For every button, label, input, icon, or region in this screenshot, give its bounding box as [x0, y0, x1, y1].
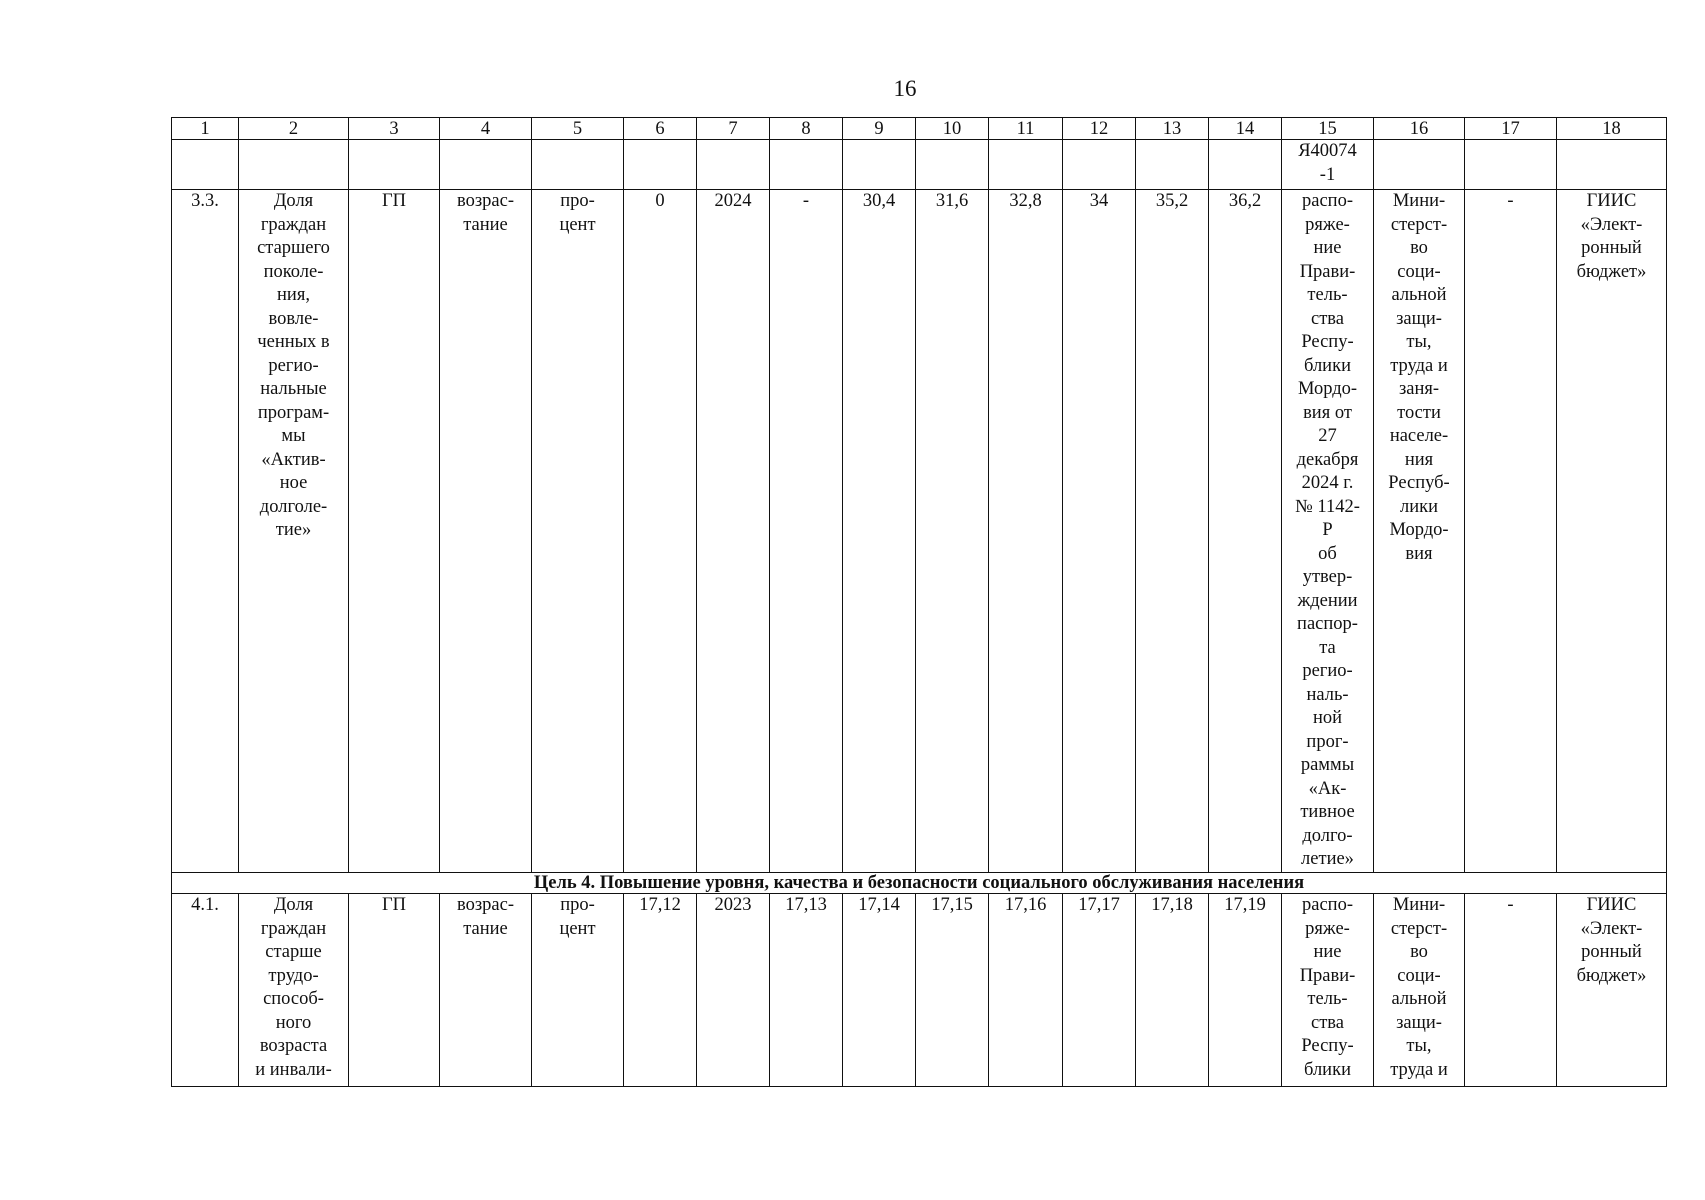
legal-document-cell: распо- ряже- ние Прави- тель- ства Респу- блики Мордо- вия от 27 декабря 2024 г. № 1142- Р об утвер- ждении паспор- та регио- наль- ной прог- раммы «Ак- тивное долго- летие» — [1282, 190, 1374, 873]
document-code-cell: Я40074 -1 — [1282, 140, 1374, 190]
column-number-cell: 10 — [916, 118, 989, 140]
page-number: 16 — [893, 76, 917, 101]
value-cell: 34 — [1063, 190, 1136, 873]
indicators-table — [171, 117, 1667, 1087]
info-system-cell: ГИИС «Элект- ронный бюджет» — [1557, 894, 1667, 1087]
trend-cell: возрас- тание — [440, 190, 532, 873]
base-year-cell: 2024 — [697, 190, 770, 873]
table-cell — [532, 140, 624, 190]
table-cell — [1374, 140, 1465, 190]
value-cell: 17,14 — [843, 894, 916, 1087]
value-cell: 17,15 — [916, 894, 989, 1087]
table-row-3-3 — [172, 190, 1667, 873]
table-cell — [916, 140, 989, 190]
table-row-4-1 — [172, 894, 1667, 1087]
column-number-cell: 7 — [697, 118, 770, 140]
table-cell — [1557, 140, 1667, 190]
column-number-cell: 15 — [1282, 118, 1374, 140]
value-cell: 36,2 — [1209, 190, 1282, 873]
value-cell: 32,8 — [989, 190, 1063, 873]
indicator-level-cell: ГП — [349, 894, 440, 1087]
column-number-cell: 4 — [440, 118, 532, 140]
legal-document-cell: распо- ряже- ние Прави- тель- ства Респу- блики — [1282, 894, 1374, 1087]
column-number-cell: 5 — [532, 118, 624, 140]
goal-4-heading: Цель 4. Повышение уровня, качества и безопасности социального обслуживания населения — [172, 873, 1667, 894]
column-number-cell: 11 — [989, 118, 1063, 140]
value-cell: 17,18 — [1136, 894, 1209, 1087]
responsible-body-cell: Мини- стерст- во соци- альной защи- ты, труда и — [1374, 894, 1465, 1087]
unit-cell: про- цент — [532, 190, 624, 873]
value-cell: - — [770, 190, 843, 873]
column-number-cell: 13 — [1136, 118, 1209, 140]
indicator-level-cell: ГП — [349, 190, 440, 873]
table-cell — [440, 140, 532, 190]
table-cell — [239, 140, 349, 190]
column-number-cell: 2 — [239, 118, 349, 140]
table-cell — [989, 140, 1063, 190]
column-number-cell: 6 — [624, 118, 697, 140]
indicator-name-cell: Доля граждан старше трудо- способ- ного возраста и инвали- — [239, 894, 349, 1087]
responsible-body-cell: Мини- стерст- во соци- альной защи- ты, труда и заня- тости населе- ния Респуб- лики Мордо- вия — [1374, 190, 1465, 873]
base-value-cell: 0 — [624, 190, 697, 873]
trend-cell: возрас- тание — [440, 894, 532, 1087]
continuation-row — [172, 140, 1667, 190]
value-cell: 30,4 — [843, 190, 916, 873]
table-cell — [172, 140, 239, 190]
row-number-cell: 4.1. — [172, 894, 239, 1087]
goal-4-row — [172, 873, 1667, 894]
linked-indicator-cell: - — [1465, 894, 1557, 1087]
table-cell — [1136, 140, 1209, 190]
column-number-cell: 8 — [770, 118, 843, 140]
table-cell — [624, 140, 697, 190]
column-number-cell: 14 — [1209, 118, 1282, 140]
base-value-cell: 17,12 — [624, 894, 697, 1087]
value-cell: 17,19 — [1209, 894, 1282, 1087]
table-cell — [1465, 140, 1557, 190]
linked-indicator-cell: - — [1465, 190, 1557, 873]
value-cell: 31,6 — [916, 190, 989, 873]
info-system-cell: ГИИС «Элект- ронный бюджет» — [1557, 190, 1667, 873]
table-cell — [349, 140, 440, 190]
row-number-cell: 3.3. — [172, 190, 239, 873]
column-number-cell: 1 — [172, 118, 239, 140]
table-cell — [843, 140, 916, 190]
column-number-cell: 17 — [1465, 118, 1557, 140]
indicator-name-cell: Доля граждан старшего поколе- ния, вовле- ченных в регио- нальные програм- мы «Актив- ное долголе- тие» — [239, 190, 349, 873]
value-cell: 17,13 — [770, 894, 843, 1087]
column-number-row — [172, 118, 1667, 140]
value-cell: 35,2 — [1136, 190, 1209, 873]
column-number-cell: 18 — [1557, 118, 1667, 140]
base-year-cell: 2023 — [697, 894, 770, 1087]
value-cell: 17,17 — [1063, 894, 1136, 1087]
column-number-cell: 16 — [1374, 118, 1465, 140]
table-cell — [697, 140, 770, 190]
column-number-cell: 3 — [349, 118, 440, 140]
column-number-cell: 12 — [1063, 118, 1136, 140]
table-cell — [770, 140, 843, 190]
table-cell — [1209, 140, 1282, 190]
value-cell: 17,16 — [989, 894, 1063, 1087]
table-cell — [1063, 140, 1136, 190]
unit-cell: про- цент — [532, 894, 624, 1087]
column-number-cell: 9 — [843, 118, 916, 140]
